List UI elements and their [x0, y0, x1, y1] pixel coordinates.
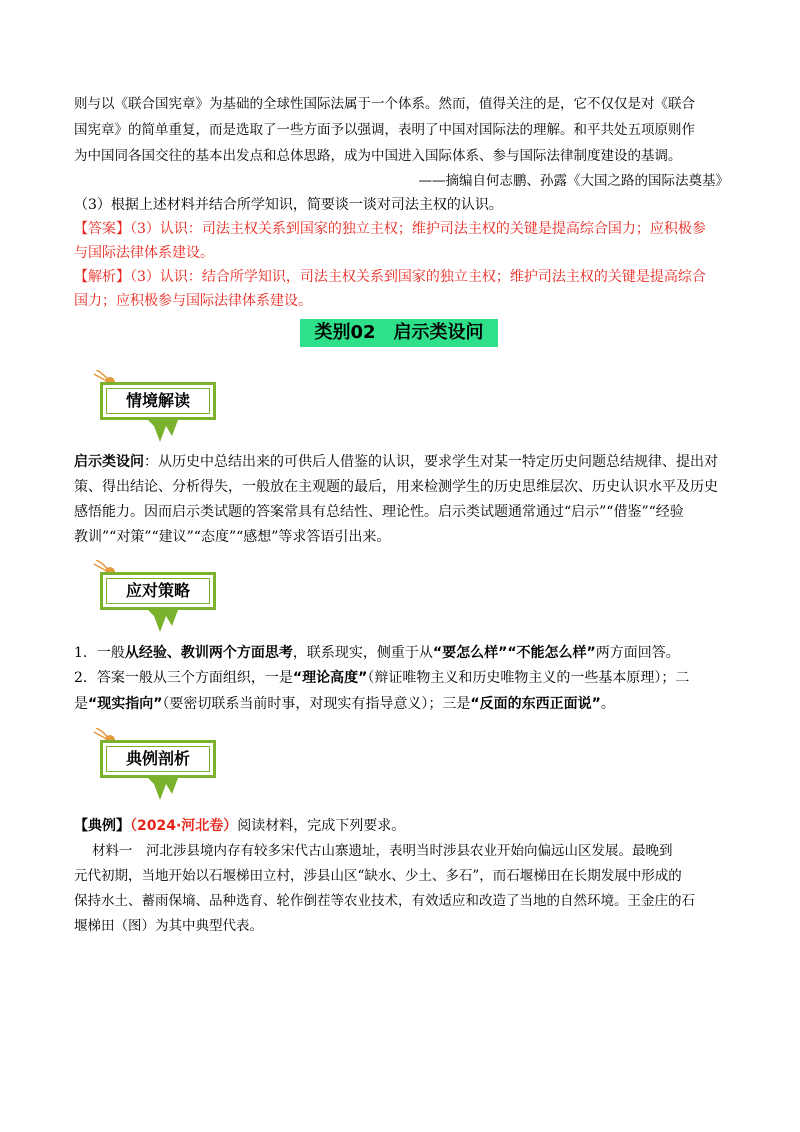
situation-badge [92, 370, 227, 456]
text: （要密切联系当前时事，对现实有指导意义）；三是 [162, 696, 471, 712]
emphasis: “现实指向” [88, 696, 163, 712]
situation-lead: 启示类设问 [74, 454, 144, 470]
paragraph-line: 为中国同各国交往的基本出发点和总体思路，成为中国进入国际体系、参与国际法律制度建设的基调。 [74, 148, 682, 164]
example-badge [92, 728, 227, 814]
badge-label: 应对策略 [125, 581, 190, 600]
category-title: 类别02 启示类设问 [300, 319, 498, 347]
strategy-point-2 [74, 668, 734, 688]
analysis-tag: 【解析】 [74, 269, 130, 285]
example-tag: 【典例】 [74, 818, 130, 834]
situation-text: ：从历史中总结出来的可供后人借鉴的认识，要求学生对某一特定历史问题总结规律、提出对 [144, 454, 718, 470]
badge-label: 典例剖析 [125, 749, 190, 768]
paragraph-line: 则与以《联合国宪章》为基础的全球性国际法属于一个体系。然而，值得关注的是，它不仅仅是对《联合 [74, 96, 695, 112]
analysis-line-2: 国力；应积极参与国际法律体系建设。 [74, 293, 312, 309]
emphasis: “要怎么样”“不能怎么样” [432, 645, 596, 661]
strategy-badge [92, 560, 227, 646]
strategy-point-2-cont [74, 694, 734, 714]
strategy-point-1 [74, 643, 734, 663]
text: 1．一般 [74, 645, 125, 661]
text: 。 [600, 696, 615, 712]
answer-text: （3）认识：司法主权关系到国家的独立主权；维护司法主权的关键是提高综合国力；应积极参 [130, 221, 706, 237]
material-line-3: 保持水土、蓄雨保墒、品种选育、轮作倒茬等农业技术，有效适应和改造了当地的自然环境。王金庄的石 [74, 893, 695, 909]
material-line-1: 材料一 河北涉县境内存有较多宋代古山寨遗址，表明当时涉县农业开始向偏远山区发展。最晚到 [92, 843, 673, 859]
citation-source: ——摘编自何志鹏、孙露《大国之路的国际法奠基》 [418, 173, 729, 189]
situation-line-3: 感悟能力。因而启示类试题的答案常具有总结性、理论性。启示类试题通常通过“启示”“借鉴”“经验 [74, 504, 684, 520]
example-source: （2024·河北卷） [130, 818, 238, 834]
paragraph-line: 国宪章》的简单重复，而是选取了一些方面予以强调，表明了中国对国际法的理解。和平共处五项原则作 [74, 122, 695, 138]
answer-line-2: 与国际法律体系建设。 [74, 245, 214, 261]
example-instruction: 阅读材料，完成下列要求。 [237, 818, 406, 834]
text: 2．答案一般从三个方面组织，一是 [74, 670, 293, 686]
analysis-line-1 [74, 267, 734, 287]
answer-line-1 [74, 219, 734, 239]
material-line-2: 元代初期，当地开始以石堰梯田立村，涉县山区“缺水、少土、多石”，而石堰梯田在长期发展中形成的 [74, 868, 682, 884]
emphasis: “反面的东西正面说” [470, 696, 601, 712]
example-header [74, 816, 734, 836]
answer-tag: 【答案】 [74, 221, 130, 237]
text: 是 [74, 696, 88, 712]
situation-line-4: 教训”“对策”“建议”“态度”“感想”等求答语引出来。 [74, 529, 391, 545]
text: ，联系现实，侧重于从 [292, 645, 433, 661]
situation-line-1 [74, 452, 734, 472]
emphasis: “理论高度” [292, 670, 368, 686]
text: 两方面回答。 [595, 645, 680, 661]
question-3: （3）根据上述材料并结合所学知识，简要谈一谈对司法主权的认识。 [74, 197, 503, 213]
material-line-4: 堰梯田（图）为其中典型代表。 [74, 918, 263, 934]
badge-label: 情境解读 [125, 391, 190, 410]
situation-line-2: 策、得出结论、分析得失，一般放在主观题的最后，用来检测学生的历史思维层次、历史认识水平及历史 [74, 479, 718, 495]
analysis-text: （3）认识：结合所学知识，司法主权关系到国家的独立主权；维护司法主权的关键是提高综合 [130, 269, 706, 285]
text: （辩证唯物主义和历史唯物主义的一些基本原理）；二 [367, 670, 690, 686]
emphasis: 从经验、教训两个方面思考 [124, 645, 293, 661]
